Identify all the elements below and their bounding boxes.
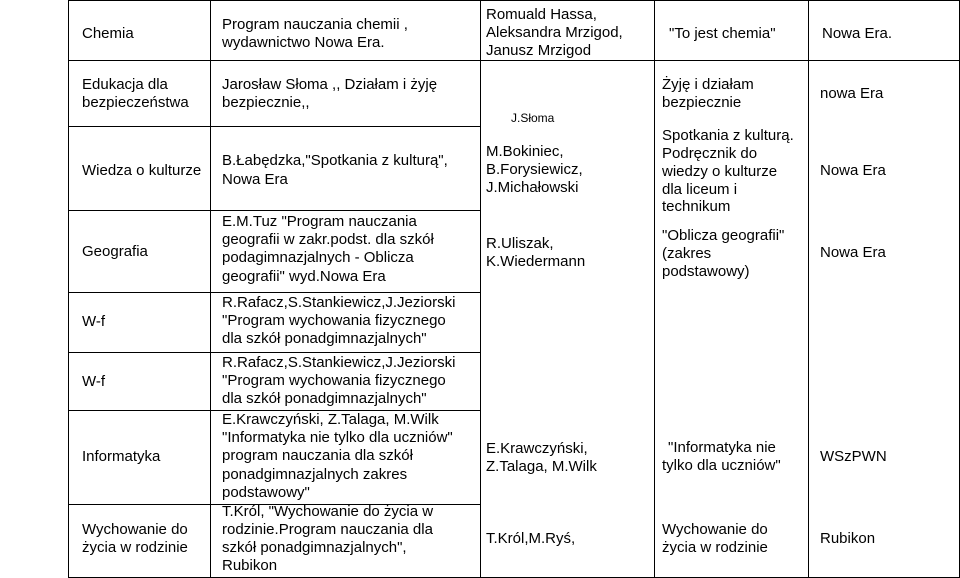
row-divider (68, 352, 480, 353)
author-line: R.Uliszak, (486, 235, 554, 252)
program-line: bezpiecznie,, (222, 94, 310, 111)
author-line: Janusz Mrzigod (486, 42, 592, 59)
col-divider (654, 0, 655, 578)
textbook-line: (zakres (662, 245, 712, 262)
textbook-line: Wychowanie do (662, 521, 768, 538)
textbook-cell: "To jest chemia" (669, 25, 776, 42)
program-line: Nowa Era (222, 171, 288, 188)
subject-line: Wychowanie do (82, 521, 188, 538)
col-divider (68, 0, 69, 578)
program-line: rodzinie.Program nauczania dla (222, 521, 433, 538)
author-cell: J.Słoma (511, 111, 555, 125)
row-divider (68, 210, 480, 211)
textbook-line: Podręcznik do (662, 145, 758, 162)
program-line: T.Król, "Wychowanie do życia w (222, 503, 434, 520)
table-border-top (68, 0, 960, 1)
publisher-cell: Nowa Era (820, 244, 886, 261)
textbook-line: "Oblicza geografii" (662, 227, 785, 244)
program-line: wydawnictwo Nowa Era. (222, 34, 385, 51)
program-line: R.Rafacz,S.Stankiewicz,J.Jeziorski (222, 354, 456, 371)
author-line: B.Forysiewicz, (486, 161, 583, 178)
program-line: program nauczania dla szkół (222, 447, 413, 464)
row-divider (68, 292, 480, 293)
textbook-line: dla liceum i (662, 181, 738, 198)
subject-line: życia w rodzinie (82, 539, 188, 556)
textbook-line: technikum (662, 198, 731, 215)
program-line: podstawowy" (222, 484, 310, 501)
author-cell: T.Król,M.Ryś, (486, 530, 576, 547)
program-line: R.Rafacz,S.Stankiewicz,J.Jeziorski (222, 294, 456, 311)
textbook-line: "Informatyka nie (668, 439, 776, 456)
textbook-line: Spotkania z kulturą. (662, 127, 794, 144)
author-line: K.Wiedermann (486, 253, 586, 270)
publisher-cell: nowa Era (820, 85, 884, 102)
textbook-line: wiedzy o kulturze (662, 163, 778, 180)
subject-cell: Chemia (82, 25, 134, 42)
program-line: geografii" wyd.Nowa Era (222, 268, 386, 285)
program-line: dla szkół ponadgimnazjalnych" (222, 390, 427, 407)
program-line: Program nauczania chemii , (222, 16, 408, 33)
row-divider (68, 126, 480, 127)
program-line: E.Krawczyński, Z.Talaga, M.Wilk (222, 411, 439, 428)
program-line: Jarosław Słoma ,, Działam i żyję (222, 76, 438, 93)
author-line: M.Bokiniec, (486, 143, 564, 160)
program-line: Rubikon (222, 557, 278, 574)
author-line: J.Michałowski (486, 179, 579, 196)
author-line: Romuald Hassa, (486, 6, 597, 23)
publisher-cell: WSzPWN (820, 448, 887, 465)
author-line: Z.Talaga, M.Wilk (486, 458, 597, 475)
program-line: dla szkół ponadgimnazjalnych" (222, 330, 427, 347)
subject-line: Edukacja dla (82, 76, 168, 93)
textbook-line: bezpiecznie (662, 94, 742, 111)
program-line: podagimnazjalnych - Oblicza (222, 249, 414, 266)
subject-cell: Informatyka (82, 448, 161, 465)
author-line: Aleksandra Mrzigod, (486, 24, 623, 41)
program-line: ponadgimnazjalnych zakres (222, 466, 408, 483)
col-divider (808, 0, 809, 578)
subject-cell: W-f (82, 313, 106, 330)
subject-cell: Wiedza o kulturze (82, 162, 202, 179)
textbook-line: podstawowy) (662, 263, 750, 280)
textbook-line: życia w rodzinie (662, 539, 768, 556)
program-line: "Program wychowania fizycznego (222, 312, 446, 329)
publisher-cell: Nowa Era (820, 162, 886, 179)
program-line: geografii w zakr.podst. dla szkół (222, 231, 434, 248)
program-line: "Program wychowania fizycznego (222, 372, 446, 389)
row-divider (68, 60, 960, 61)
program-line: B.Łabędzka,"Spotkania z kulturą", (222, 152, 448, 169)
program-line: E.M.Tuz "Program nauczania (222, 213, 417, 230)
col-divider (210, 0, 211, 578)
author-line: E.Krawczyński, (486, 440, 588, 457)
publisher-cell: Rubikon (820, 530, 876, 547)
program-line: szkół ponadgimnazjalnych", (222, 539, 407, 556)
textbook-line: tylko dla uczniów" (662, 457, 781, 474)
program-line: "Informatyka nie tylko dla uczniów" (222, 429, 453, 446)
subject-line: bezpieczeństwa (82, 94, 189, 111)
subject-cell: W-f (82, 373, 106, 390)
col-divider (480, 0, 481, 578)
textbook-line: Żyję i działam (662, 76, 754, 93)
publisher-cell: Nowa Era. (822, 25, 893, 42)
subject-cell: Geografia (82, 243, 148, 260)
